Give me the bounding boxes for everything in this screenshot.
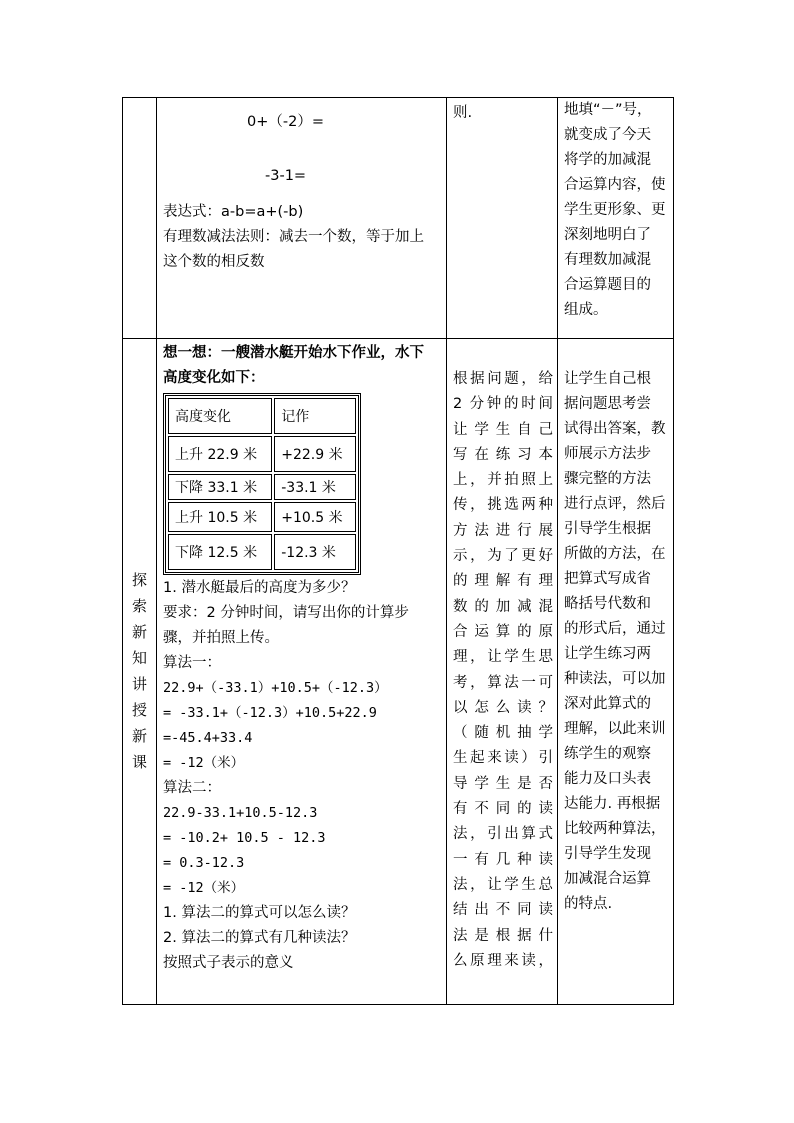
table-cell: -12.3 米 [274, 534, 356, 570]
row1-intent-line: 将学的加减混 [564, 152, 651, 168]
method-line: 法是根据什 [453, 927, 553, 944]
calc-line: =-45.4+33.4 [163, 730, 253, 746]
row1-method-line: 则. [453, 105, 473, 121]
table-row [123, 98, 674, 339]
think-heading-line-2: 高度变化如下： [163, 370, 265, 386]
method-line: 理，让学生思 [453, 649, 553, 666]
question-line: 1. 潜水艇最后的高度为多少？ [163, 580, 356, 596]
method-line: 传，挑选两种 [453, 497, 553, 514]
intent-line: 的形式后，通过 [564, 621, 666, 637]
table-header-cell: 记作 [274, 398, 356, 434]
row1-intent-line: 学生更形象、更 [564, 202, 666, 218]
section-title [123, 339, 156, 775]
calc-line: 22.9-33.1+10.5-12.3 [163, 805, 318, 821]
method-line: 上，并拍照上 [453, 472, 553, 489]
intent-line: 骤完整的方法 [564, 471, 651, 487]
calc-line: = -12（米） [163, 880, 245, 896]
section-title-char: 讲 [131, 675, 147, 693]
table-cell: 下降 12.5 米 [168, 534, 272, 570]
calc-line: 22.9+（-33.1）+10.5+（-12.3） [163, 680, 388, 696]
method-line: 么原理来读， [453, 952, 553, 969]
intent-line: 略括号代数和 [564, 596, 651, 612]
activity-content-cell [157, 339, 447, 1005]
section-title-char: 探 [131, 571, 147, 589]
meaning-line: 按照式子表示的意义 [163, 955, 294, 971]
method-line: （随机抽学 [453, 725, 553, 742]
intent-line: 所做的方法，在 [564, 546, 666, 562]
section-title-char: 授 [131, 701, 147, 719]
table-header-row [168, 398, 356, 434]
row1-method-cell [447, 98, 558, 339]
equation-1: 0+（-2）= [247, 114, 324, 130]
design-intent-cell [558, 339, 674, 1005]
method-line: 数的加减混 [453, 598, 553, 615]
intent-line: 深对此算式的 [564, 696, 651, 712]
table-cell: 上升 10.5 米 [168, 502, 272, 532]
question-line: 2. 算法二的算式有几种读法？ [163, 930, 356, 946]
method-line: 有不同的读 [453, 801, 553, 818]
table-cell: +22.9 米 [274, 436, 356, 472]
intent-line: 能力及口头表 [564, 771, 651, 787]
method-line: 法，让学生总 [453, 876, 553, 893]
section-title-char: 课 [131, 753, 147, 771]
row1-intent-line: 深刻地明白了 [564, 227, 651, 243]
lesson-plan-table [122, 97, 674, 1005]
method-line: 2 分钟的时间 [453, 396, 553, 413]
calc-line: = 0.3-12.3 [163, 855, 245, 871]
row1-intent-line: 有理数加减混 [564, 252, 651, 268]
method-line: 的理解有理 [453, 573, 553, 590]
method-line: 以怎么读？ [453, 699, 553, 716]
intent-line: 把算式写成省 [564, 571, 651, 587]
question-line: 1. 算法二的算式可以怎么读？ [163, 905, 356, 921]
method-line: 合运算的原 [453, 623, 553, 640]
intent-line: 试得出答案，教 [564, 421, 666, 437]
table-header-cell: 高度变化 [168, 398, 272, 434]
intent-line: 加减混合运算 [564, 871, 651, 887]
method-one-label: 算法一： [163, 655, 221, 671]
method-line: 根据问题，给 [453, 371, 553, 387]
method-line: 一有几种读 [453, 851, 553, 868]
method-line: 结出不同读 [453, 902, 553, 919]
section-title-cell [123, 339, 157, 1005]
intent-line: 师展示方法步 [564, 446, 651, 462]
table-cell: -33.1 米 [274, 474, 356, 500]
intent-line: 种读法，可以加 [564, 671, 666, 687]
height-change-table [163, 393, 361, 575]
row1-intent-line: 就变成了今天 [564, 127, 651, 143]
requirement-line: 骤，并拍照上传。 [163, 630, 279, 646]
intent-line: 据问题思考尝 [564, 396, 651, 412]
intent-line: 引导学生根据 [564, 521, 651, 537]
teaching-method-cell [447, 339, 558, 1005]
method-line: 考，算法一可 [453, 674, 553, 691]
think-heading-line-1: 想一想：一艘潜水艇开始水下作业，水下 [163, 345, 424, 361]
row1-intent-line: 组成。 [564, 302, 608, 318]
method-line: 生起来读）引 [453, 750, 553, 767]
intent-line: 引导学生发现 [564, 846, 651, 862]
table-row [168, 502, 356, 532]
row1-intent-line: 地填“－”号， [564, 102, 652, 118]
intent-line: 的特点. [564, 896, 613, 912]
method-line: 让学生自己 [453, 421, 553, 438]
method-line: 方法进行展 [453, 522, 553, 539]
section-title-char: 索 [131, 597, 147, 615]
section-title-char: 知 [131, 649, 147, 667]
intent-line: 让学生自己根 [564, 371, 651, 387]
method-two-label: 算法二： [163, 780, 221, 796]
calc-line: = -10.2+ 10.5 - 12.3 [163, 830, 326, 846]
equation-2: -3-1= [265, 168, 307, 184]
table-cell: 下降 33.1 米 [168, 474, 272, 500]
section-title-char: 新 [131, 623, 147, 641]
section-title-char: 新 [131, 727, 147, 745]
table-row [123, 339, 674, 1005]
calc-line: = -33.1+（-12.3）+10.5+22.9 [163, 705, 377, 721]
formula-text: 表达式：a-b=a+(-b) [163, 204, 304, 220]
intent-line: 理解，以此来训 [564, 721, 666, 737]
method-line: 示，为了更好 [453, 548, 553, 565]
row1-intent-line: 合运算内容，使 [564, 177, 666, 193]
method-line: 导学生是否 [453, 775, 553, 792]
row1-section-cell [123, 98, 157, 339]
table-row [168, 474, 356, 500]
rule-line-1: 有理数减法法则：减去一个数，等于加上 [163, 229, 424, 245]
table-row [168, 436, 356, 472]
method-line: 法，引出算式 [453, 826, 553, 843]
intent-line: 进行点评，然后 [564, 496, 666, 512]
rule-line-2: 这个数的相反数 [163, 254, 265, 270]
requirement-line: 要求：2 分钟时间，请写出你的计算步 [163, 605, 409, 621]
intent-line: 练学生的观察 [564, 746, 651, 762]
row1-content-cell [157, 98, 447, 339]
table-cell: +10.5 米 [274, 502, 356, 532]
row1-intent-line: 合运算题目的 [564, 277, 651, 293]
calc-line: = -12（米） [163, 755, 245, 771]
intent-line: 比较两种算法， [564, 821, 666, 837]
table-cell: 上升 22.9 米 [168, 436, 272, 472]
method-line: 写在练习本 [453, 446, 553, 463]
intent-line: 达能力. 再根据 [564, 796, 661, 812]
table-row [168, 534, 356, 570]
intent-line: 让学生练习两 [564, 646, 651, 662]
row1-intent-cell [558, 98, 674, 339]
